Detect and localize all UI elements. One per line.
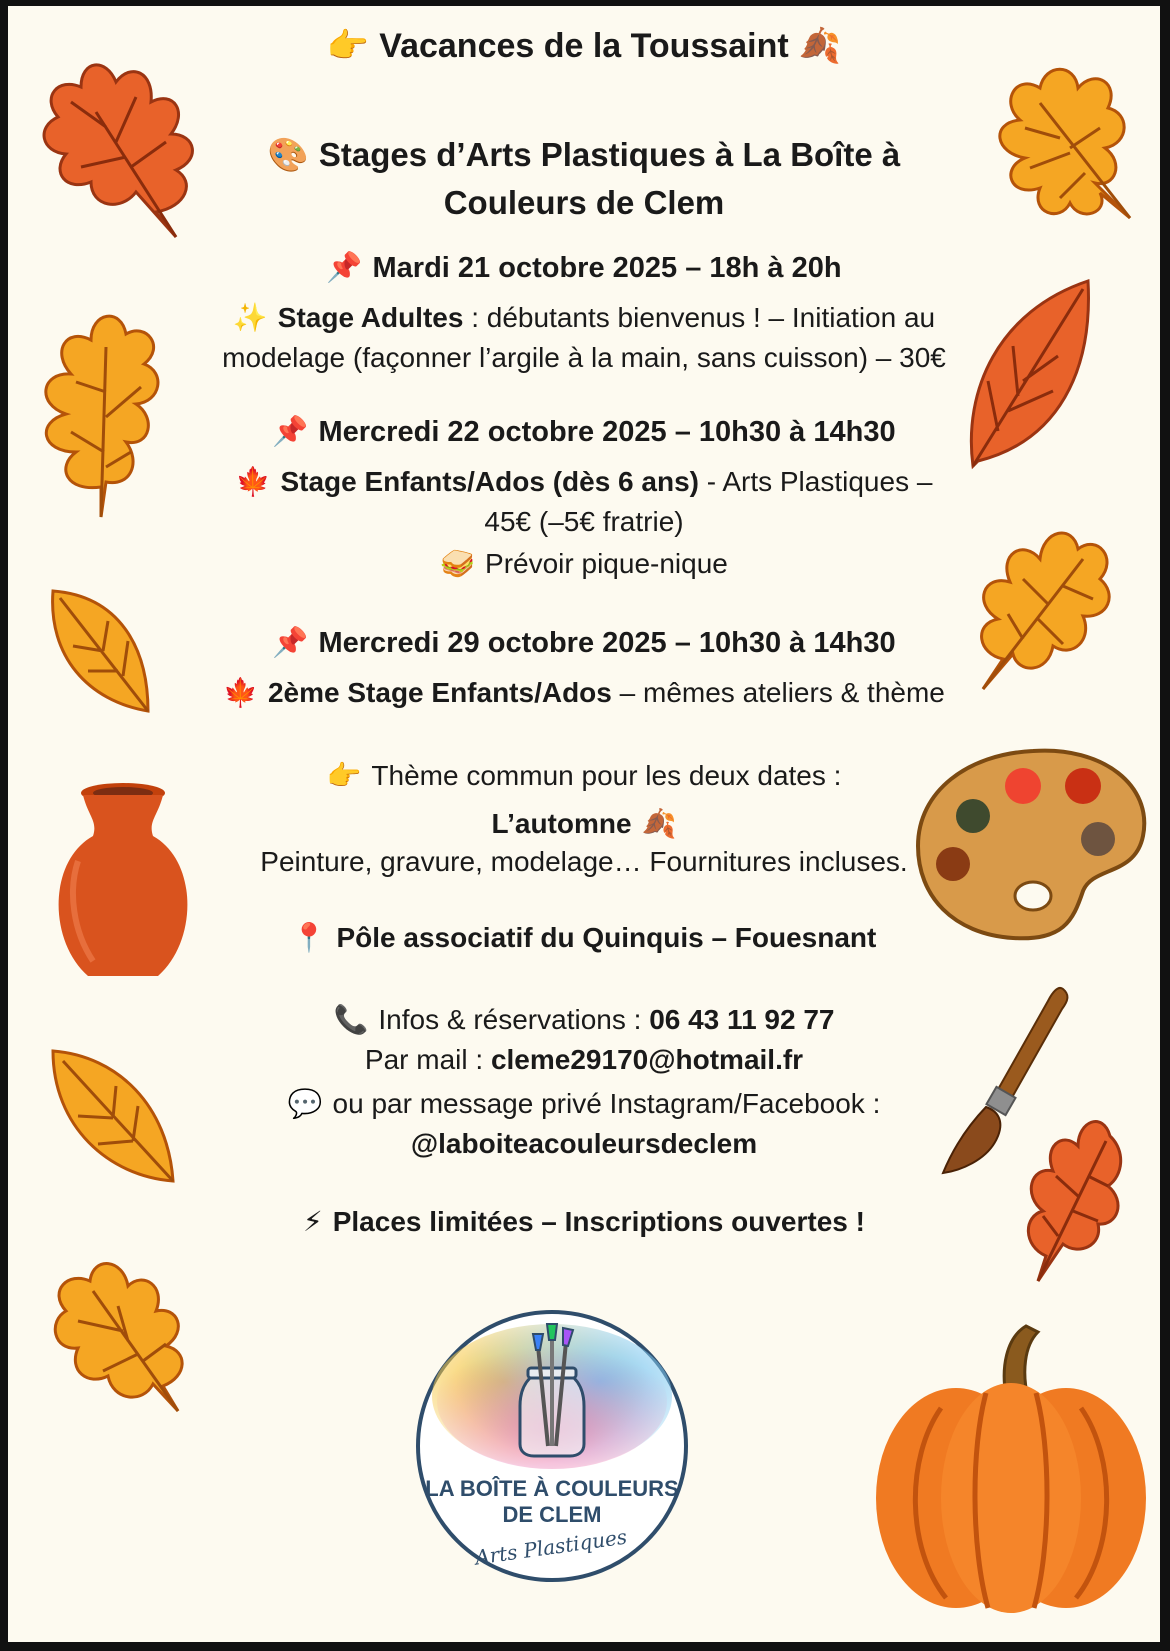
sparkles-icon: ✨	[232, 302, 268, 333]
session-2-name: Stage Enfants/Ados (dès 6 ans)	[280, 466, 699, 497]
pushpin-icon: 📌	[326, 252, 363, 284]
contact-mail: Par mail : cleme29170@hotmail.fr	[364, 1044, 804, 1075]
fallen-leaves-icon: 🍂	[798, 27, 842, 65]
brand-logo	[400, 1306, 704, 1596]
sandwich-icon: 🥪	[440, 548, 476, 579]
oak-leaf-icon	[48, 1226, 198, 1416]
session-2-desc-2: 45€ (–5€ fratrie)	[484, 506, 684, 537]
session-2-desc: 🍁 Stage Enfants/Ados (dès 6 ans) - Arts Plastiques –	[8, 462, 1160, 502]
phone-number[interactable]: 06 43 11 92 77	[649, 1004, 835, 1035]
theme-name: L’automne 🍂	[8, 804, 1160, 844]
pushpin-icon: 📌	[272, 416, 309, 448]
logo-tagline: Arts Plastiques	[473, 1524, 629, 1570]
subtitle-line-2: Couleurs de Clem	[443, 184, 725, 221]
session-2-note: 🥪 Prévoir pique-nique	[8, 544, 1160, 584]
contact-phone: 📞 Infos & réservations : 06 43 11 92 77	[8, 1000, 1160, 1040]
session-1-date: 📌 Mardi 21 octobre 2025 – 18h à 20h	[8, 248, 1160, 288]
session-3-desc: 🍁 2ème Stage Enfants/Ados – mêmes ateliers & thème	[8, 673, 1160, 713]
poster-title	[8, 26, 1160, 66]
theme-intro: 👉 Thème commun pour les deux dates :	[8, 756, 1160, 796]
session-1-desc: ✨ Stage Adultes : débutants bienvenus ! – Initiation au	[8, 298, 1160, 338]
social-handle[interactable]: @laboiteacouleursdeclem	[410, 1128, 758, 1159]
session-3-date: 📌 Mercredi 29 octobre 2025 – 10h30 à 14h30	[8, 623, 1160, 663]
maple-leaf-icon: 🍁	[223, 677, 258, 708]
maple-leaf-icon: 🍁	[235, 466, 271, 497]
pumpkin-icon	[866, 1318, 1156, 1618]
pointing-hand-icon: 👉	[326, 27, 370, 65]
phone-icon: 📞	[333, 1004, 369, 1035]
title-text: Vacances de la Toussaint	[379, 27, 789, 65]
session-1-desc-2: modelage (façonner l’argile à la main, sans cuisson) – 30€	[222, 342, 946, 373]
lightning-icon: ⚡	[303, 1206, 323, 1237]
pointing-hand-icon: 👉	[326, 760, 362, 791]
limited-places-note: ⚡ Places limitées – Inscriptions ouvertes !	[8, 1202, 1160, 1242]
fallen-leaves-icon: 🍂	[641, 808, 677, 839]
logo-line-1: LA BOÎTE À COULEURS	[425, 1476, 679, 1501]
email-address[interactable]: cleme29170@hotmail.fr	[490, 1044, 804, 1075]
logo-line-2: DE CLEM	[502, 1502, 602, 1527]
subtitle-line-1: 🎨 Stages d’Arts Plastiques à La Boîte à	[8, 130, 1160, 180]
theme-details: Peinture, gravure, modelage… Fournitures incluses.	[260, 846, 908, 877]
palette-icon: 🎨	[267, 136, 309, 173]
session-3-name: 2ème Stage Enfants/Ados	[267, 677, 612, 708]
location-pin-icon: 📍	[291, 922, 327, 953]
session-2-date: 📌 Mercredi 22 octobre 2025 – 10h30 à 14h30	[8, 412, 1160, 452]
session-1-name: Stage Adultes	[277, 302, 464, 333]
contact-social: 💬 ou par message privé Instagram/Facebook :	[8, 1084, 1160, 1124]
poster	[8, 6, 1160, 1642]
pushpin-icon: 📌	[272, 627, 309, 659]
speech-bubble-icon: 💬	[287, 1088, 323, 1119]
location: 📍 Pôle associatif du Quinquis – Fouesnant	[8, 918, 1160, 958]
